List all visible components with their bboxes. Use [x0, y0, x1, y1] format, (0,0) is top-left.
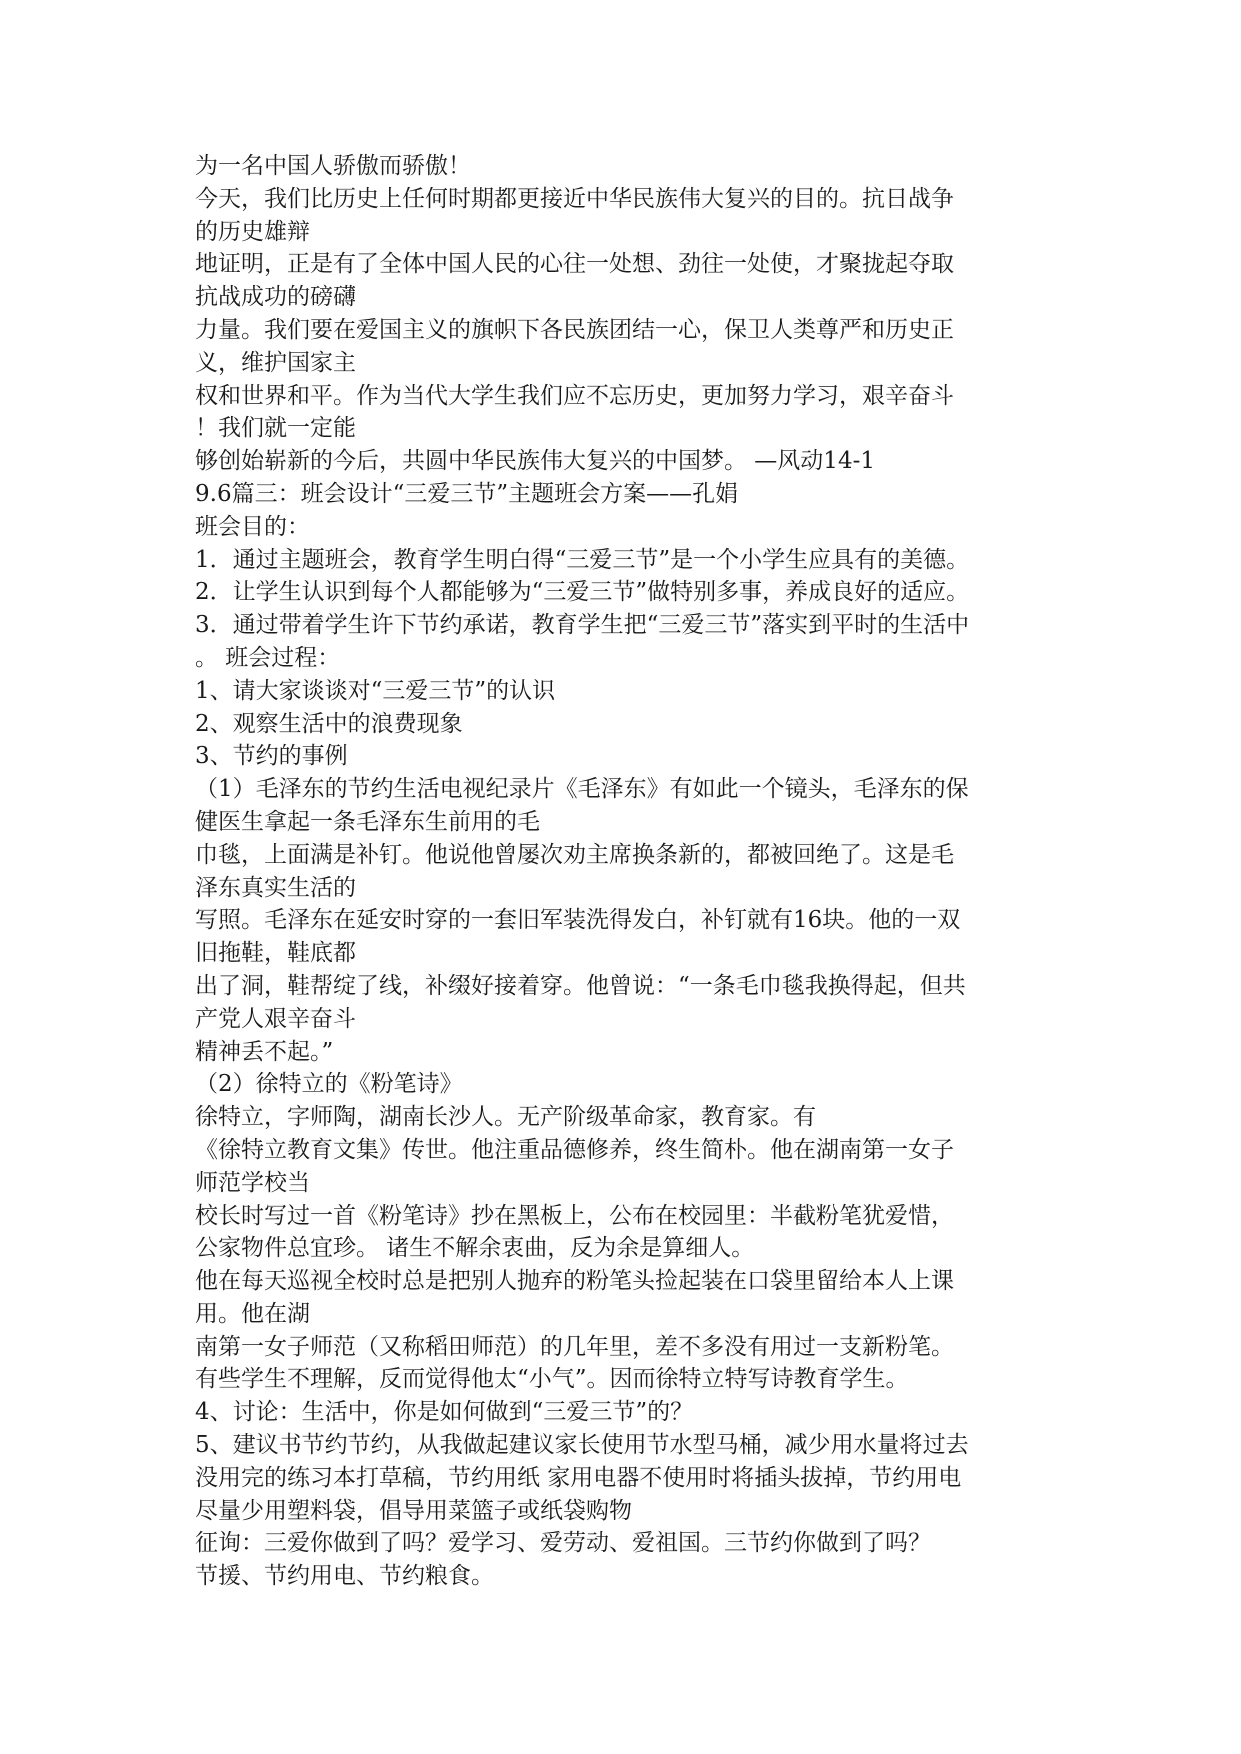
- text-line: 写照。毛泽东在延安时穿的一套旧军装洗得发白，补钉就有16块。他的一双: [195, 907, 961, 934]
- list-item: 5、建议书节约节约，从我做起建议家长使用节水型马桶，减少用水量将过去: [195, 1432, 969, 1459]
- section-heading: 9.6篇三：班会设计“三爱三节”主题班会方案——孔娟: [195, 480, 739, 507]
- list-item: 4、讨论：生活中，你是如何做到“三爱三节”的？: [195, 1399, 694, 1426]
- text-line: 精神丢不起。”: [195, 1038, 334, 1065]
- text-line: 够创始崭新的今后，共圆中华民族伟大复兴的中国梦。 —风动14-1: [195, 448, 875, 475]
- list-item: 3．通过带着学生许下节约承诺，教育学生把“三爱三节”落实到平时的生活中: [195, 612, 970, 639]
- text-line: 校长时写过一首《粉笔诗》抄在黑板上，公布在校园里：半截粉笔犹爱惜，: [195, 1202, 954, 1229]
- text-line: 巾毯，上面满是补钉。他说他曾屡次劝主席换条新的，都被回绝了。这是毛: [195, 841, 954, 868]
- list-item: 1．通过主题班会，教育学生明白得“三爱三节”是一个小学生应具有的美德。: [195, 546, 970, 573]
- text-line: 产党人艰辛奋斗: [195, 1005, 356, 1032]
- text-line: （2）徐特立的《粉笔诗》: [195, 1071, 463, 1098]
- list-item: 3、节约的事例: [195, 743, 348, 770]
- text-line: 《徐特立教育文集》传世。他注重品德修养，终生简朴。他在湖南第一女子: [195, 1136, 954, 1163]
- document-body: [195, 150, 1055, 1593]
- text-line: 徐特立，字师陶，湖南长沙人。无产阶级革命家，教育家。有: [195, 1104, 816, 1131]
- text-line: 节援、节约用电、节约粮食。: [195, 1563, 494, 1590]
- text-line: 抗战成功的磅礴: [195, 284, 356, 311]
- text-line: 征询：三爱你做到了吗？爱学习、爱劳动、爱祖国。三节约你做到了吗？: [195, 1530, 931, 1557]
- text-line: 力量。我们要在爱国主义的旗帜下各民族团结一心，保卫人类尊严和历史正: [195, 316, 954, 343]
- text-line: 南第一女子师范（又称稻田师范）的几年里，差不多没有用过一支新粉笔。: [195, 1333, 954, 1360]
- text-line: 尽量少用塑料袋，倡导用菜篮子或纸袋购物: [195, 1497, 632, 1524]
- text-line: 健医生拿起一条毛泽东生前用的毛: [195, 808, 540, 835]
- text-line: 用。他在湖: [195, 1300, 310, 1327]
- text-line: 义，维护国家主: [195, 349, 356, 376]
- text-line: 地证明，正是有了全体中国人民的心往一处想、劲往一处使，才聚拢起夺取: [195, 251, 954, 278]
- text-line: 他在每天巡视全校时总是把别人抛弃的粉笔头捡起装在口袋里留给本人上课: [195, 1268, 954, 1295]
- text-line: ！我们就一定能: [195, 415, 356, 442]
- list-item: 1、请大家谈谈对“三爱三节”的认识: [195, 677, 556, 704]
- text-line: 权和世界和平。作为当代大学生我们应不忘历史，更加努力学习，艰辛奋斗: [195, 382, 954, 409]
- text-line: 出了洞，鞋帮绽了线，补缀好接着穿。他曾说：“一条毛巾毯我换得起，但共: [195, 972, 966, 999]
- text-line: 。 班会过程：: [195, 644, 341, 671]
- text-line: 泽东真实生活的: [195, 874, 356, 901]
- text-line: 旧拖鞋，鞋底都: [195, 940, 356, 967]
- text-line: 有些学生不理解，反而觉得他太“小气”。因而徐特立特写诗教育学生。: [195, 1366, 909, 1393]
- text-line: 为一名中国人骄傲而骄傲！: [195, 153, 471, 179]
- text-line: （1）毛泽东的节约生活电视纪录片《毛泽东》有如此一个镜头，毛泽东的保: [195, 776, 969, 803]
- text-line: 没用完的练习本打草稿，节约用纸 家用电器不使用时将插头拔掉，节约用电: [195, 1464, 962, 1491]
- text-line: 的历史雄辩: [195, 218, 310, 245]
- list-item: 2、观察生活中的浪费现象: [195, 710, 463, 737]
- text-line: 师范学校当: [195, 1169, 310, 1196]
- text-line: 今天，我们比历史上任何时期都更接近中华民族伟大复兴的目的。抗日战争: [195, 185, 954, 212]
- list-item: 2．让学生认识到每个人都能够为“三爱三节”做特别多事，养成良好的适应。: [195, 579, 970, 606]
- text-line: 公家物件总宜珍。 诸生不解余衷曲，反为余是算细人。: [195, 1235, 755, 1262]
- text-line: 班会目的：: [195, 513, 310, 540]
